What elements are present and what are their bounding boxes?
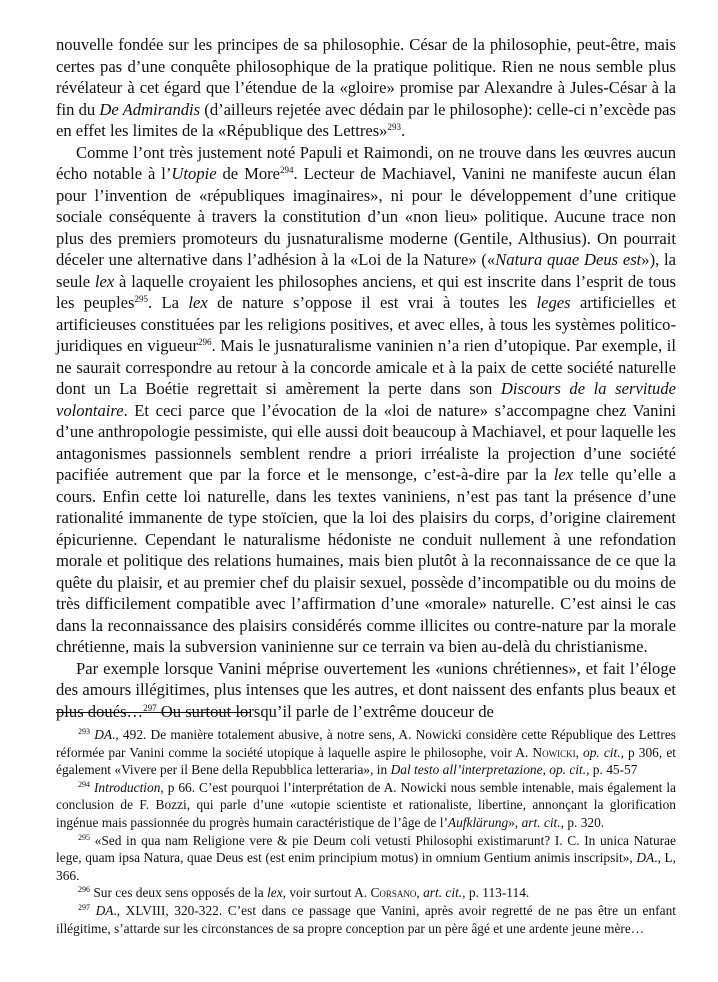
footnote-297: $^{297}$ DA., XLVIII, 320-322. C’est dans ce passage que Vanini, après avoir regretté de ne pas être un enfant illégitime, s’attarde sur les circonstances de sa propre conception par un père âgé et une ardente jeune mère… — [56, 902, 676, 936]
footnote-293: $^{293}$ DA., 492. De manière totalement abusive, à notre sens, A. Nowicki considère cette République des Lettres réformée par Vanini comme la société utopique à laquelle aspire le philosophe, voir A. Nowicki, op. cit., p 306, et également «Vivere per il Bene della Repubblica letteraria», in Dal testo all’interpretazione, op. cit., p. 45-57 — [56, 727, 676, 778]
footnote-294: $^{294}$ Introduction, p 66. C’est pourquoi l’interprétation de A. Nowicki nous semble intenable, mais également la conclusion de F. Bozzi, qui parle d’une «utopie scientiste et rationaliste, libertine, annonçant la glorification ingénue mais passionnée du progrès humain caractéristique de l’âge de l’Aufklärung», art. cit., p. 320. — [56, 779, 676, 830]
footnote-ref-295: 295 — [134, 294, 148, 304]
footnote-ref-294: 294 — [280, 165, 294, 175]
footnotes — [56, 712, 676, 937]
footnote-ref-293: 293 — [387, 122, 401, 132]
footnote-295: $^{295}$ «Sed in qua nam Religione vere & pie Deum coli vetusti Philosophi existimarunt? I. C. In unica Naturae lege, quam ipsa Natura, quae Deus est (est enim principium motus) in omnium Gentium animis inscripsit», DA., L, 366. — [56, 832, 676, 883]
main-text — [56, 34, 676, 722]
paragraph-2: Comme l’ont très justement noté Papuli et Raimondi, on ne trouve dans les œuvres aucun écho notable à l’Utopie de More$^{294}$. Lecteur de Machiavel, Vanini ne manifeste aucun élan pour l’invention de «républiques imaginaires», ni pour le développement d’une critique sociale conséquente à travers la constitution d’un «non lieu» politique. Aucune trace non plus des premiers promoteurs du jusnaturalisme moderne (Gentile, Althusius). On pourrait déceler une alternative dans l’adhésion à la «Loi de la Nature» («Natura quae Deus est»), la seule lex à laquelle croyaient les philosophes anciens, et qui est inscrite dans l’esprit de tous les peuples$^{295}$. La lex de nature s’oppose il est vrai à toutes les leges artificielles et artificieuses constituées par les religions positives, et avec elles, à tous les systèmes politico-juridiques en vigueur$^{296}$. Mais le jusnaturalisme vaninien n’a rien d’utopique. Par exemple, il ne saurait correspondre au retour à la concorde amicale et à la paix de cette société naturelle dont un La Boétie regrettait si amèrement la perte dans son Discours de la servitude volontaire. Et ceci parce que l’évocation de la «loi de nature» s’accompagne chez Vanini d’une anthropologie pessimiste, qui elle aussi doit beaucoup à Machiavel, et pour laquelle les antagonismes passionnels semblent rendre a priori irréaliste la projection d’une société pacifiée autrement que par la force et le mensonge, c’est-à-dire par la lex telle qu’elle a cours. Enfin cette loi naturelle, dans les textes vaniniens, n’est pas tant la présence d’une rationalité immanente de type stoïcien, que la loi des plaisirs du corps, d’origine clairement épicurienne. Cependant le naturalisme hédoniste ne conduit nullement à une refondation morale et politique des relations humaines, mais bien plutôt à la reconnaissance de ce que la quête du plaisir, et au premier chef du plaisir sexuel, possède d’incompatible ou du moins de très difficilement compatible avec l’affirmation d’une «morale» naturelle. C’est ainsi le cas dans la reconnaissance des plaisirs considérés comme illicites ou contre-nature par la morale chrétienne, mais la subversion vaninienne sur ce terrain va bien au-delà du christianisme. — [56, 142, 677, 656]
paragraph-1: nouvelle fondée sur les principes de sa philosophie. César de la philosophie, peut-être, mais certes pas d’une conquête philosophique de la pratique politique. Rien ne nous semble plus révélateur à cet égard que l’étendue de la «gloire» promise par Alexandre à Jules-César à la fin du De Admirandis (d’ailleurs rejetée avec dédain par le philosophe): celle-ci n’excède pas en effet les limites de la «République des Lettres»$^{293}$. — [56, 35, 676, 140]
footnote-ref-296: 296 — [198, 337, 212, 347]
paragraph-3: Par exemple lorsque Vanini méprise ouvertement les «unions chrétiennes», et fait l’éloge des amours illégitimes, plus intenses que les autres, et dont naissent des enfants plus beaux et plus doués…$^{297}$ Ou surtout lorsqu’il parle de l’extrême douceur de — [56, 658, 676, 721]
footnote-ref-297: 297 — [143, 702, 157, 713]
footnote-296: $^{296}$ Sur ces deux sens opposés de la lex, voir surtout A. Corsano, art. cit., p. 113-114. — [78, 885, 530, 901]
footnote-divider — [56, 712, 250, 713]
